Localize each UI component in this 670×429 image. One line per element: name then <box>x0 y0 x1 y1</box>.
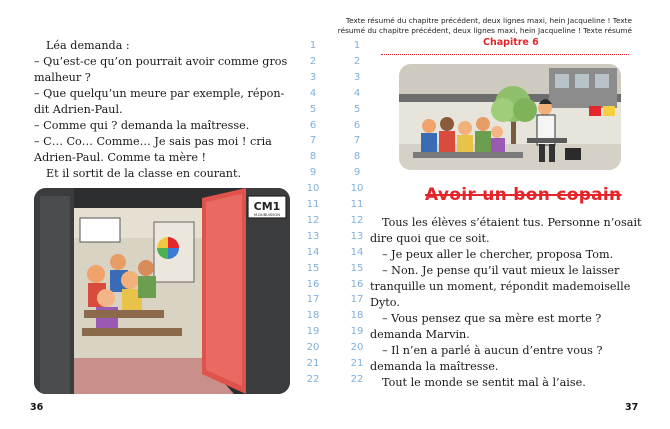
line-number: 18 <box>306 310 320 322</box>
line-number: 15 <box>306 262 320 274</box>
story-line: demanda Marvin. <box>370 328 470 341</box>
line-number: 22 <box>350 373 364 385</box>
story-line: malheur ? <box>34 71 91 84</box>
summary-line: Texte résumé du chapitre précédent, deux lignes maxi, hein Jacqueline ! Texte <box>345 16 632 25</box>
chapter-title: Avoir un bon copain <box>425 185 622 205</box>
story-line: Adrien-Paul. Comme ta mère ! <box>34 151 207 164</box>
chapter-summary <box>338 16 632 35</box>
line-number: 21 <box>306 358 320 369</box>
line-number: 3 <box>353 71 361 83</box>
line-number: 14 <box>350 246 364 258</box>
line-number: 16 <box>306 278 320 290</box>
story-line: Tous les élèves s’étaient tus. Personne n’osait <box>382 216 642 229</box>
right-page <box>335 0 670 429</box>
line-number: 11 <box>306 199 320 210</box>
story-line: – Comme qui ? demanda la maîtresse. <box>34 119 250 132</box>
line-number: 8 <box>353 151 361 163</box>
line-number: 21 <box>350 358 364 369</box>
door-sign-text: CM1 <box>253 200 281 213</box>
line-number: 13 <box>306 230 320 242</box>
line-number: 12 <box>306 214 320 226</box>
story-line: demanda la maîtresse. <box>370 360 499 373</box>
line-number: 5 <box>353 103 361 115</box>
line-number: 3 <box>309 71 317 83</box>
line-number: 1 <box>309 40 317 51</box>
line-number: 12 <box>350 214 364 226</box>
story-line: – Je peux aller le chercher, proposa Tom. <box>382 248 614 261</box>
line-number: 19 <box>350 326 364 338</box>
line-number: 2 <box>353 55 361 67</box>
line-number: 20 <box>306 342 320 354</box>
line-number: 19 <box>306 326 320 338</box>
story-line: – Non. Je pense qu’il vaut mieux le laisser <box>382 264 620 277</box>
line-number: 9 <box>309 167 317 179</box>
line-number: 16 <box>350 278 364 290</box>
story-line: Et il sortit de la classe en courant. <box>46 167 242 180</box>
line-number: 5 <box>309 103 317 115</box>
line-number: 22 <box>306 373 320 385</box>
chapter-label: Chapitre 6 <box>483 37 539 48</box>
page-number: 37 <box>625 402 639 413</box>
summary-line: résumé du chapitre précédent, deux lignes maxi, hein Jacqueline ! Texte résumé <box>337 25 632 35</box>
story-line: – C… Co… Comme… Je sais pas moi ! cria <box>34 135 272 148</box>
story-line: Dyto. <box>370 296 400 309</box>
door-sign-subtext: M.DUBUISSON <box>254 213 280 217</box>
story-line: dire quoi que ce soit. <box>370 232 490 245</box>
classroom-door-illustration <box>34 188 290 394</box>
line-number: 2 <box>309 55 317 67</box>
story-line: – Il n’en a parlé à aucun d’entre vous ? <box>382 344 603 357</box>
story-line: Tout le monde se sentit mal à l’aise. <box>382 376 586 389</box>
story-line: – Vous pensez que sa mère est morte ? <box>382 312 602 325</box>
story-line: dit Adrien-Paul. <box>34 103 123 116</box>
line-number: 7 <box>309 135 317 147</box>
page-number: 36 <box>30 402 44 413</box>
line-number: 1 <box>353 40 361 51</box>
line-number: 13 <box>350 230 364 242</box>
line-number: 17 <box>306 294 320 306</box>
line-number: 4 <box>309 87 317 99</box>
story-line: – Qu’est-ce qu’on pourrait avoir comme gros <box>34 55 288 68</box>
line-number: 11 <box>350 199 364 210</box>
schoolyard-illustration <box>399 64 621 170</box>
story-line: – Que quelqu’un meure par exemple, répon- <box>34 87 285 100</box>
line-number: 9 <box>353 167 361 179</box>
line-number: 17 <box>350 294 364 306</box>
line-number: 4 <box>353 87 361 99</box>
line-number: 18 <box>350 310 364 322</box>
story-line: tranquille un moment, répondit mademoiselle <box>370 280 631 293</box>
divider <box>381 54 629 55</box>
line-number: 6 <box>309 119 317 131</box>
story-line: Léa demanda : <box>46 39 130 52</box>
line-number: 10 <box>350 183 364 195</box>
line-number: 20 <box>350 342 364 354</box>
line-number: 10 <box>306 183 320 195</box>
line-number: 15 <box>350 262 364 274</box>
line-number: 6 <box>353 119 361 131</box>
line-number: 14 <box>306 246 320 258</box>
line-number: 7 <box>353 135 361 147</box>
line-number: 8 <box>309 151 317 163</box>
